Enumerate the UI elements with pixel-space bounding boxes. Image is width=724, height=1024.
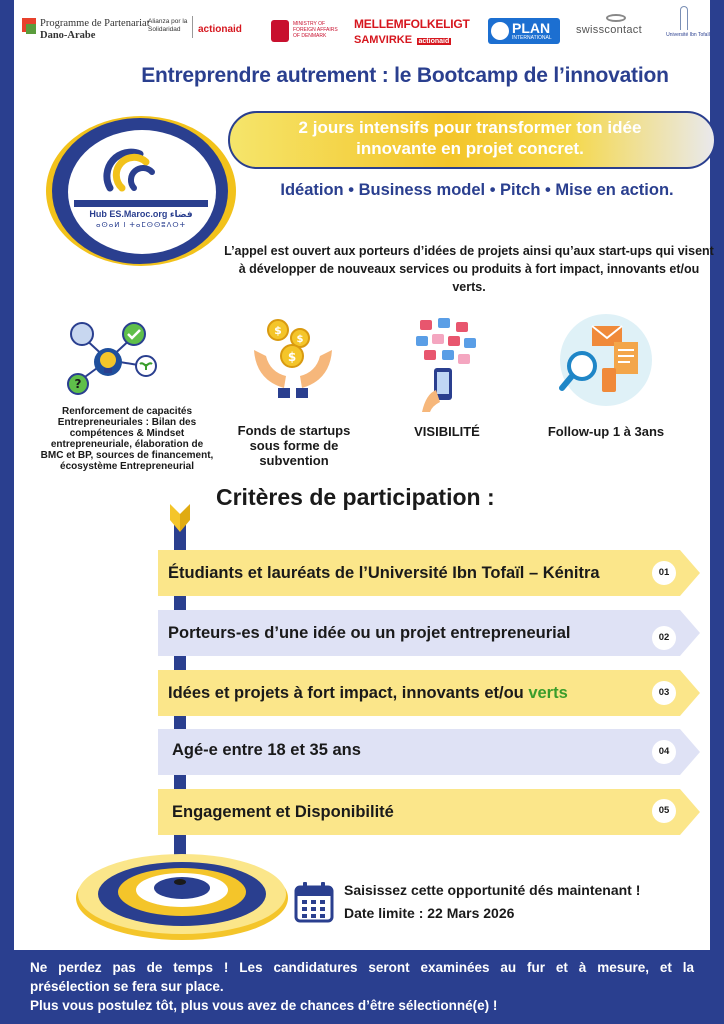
page-title: Entreprendre autrement : le Bootcamp de l’innovation (141, 64, 669, 87)
left-frame-bar (0, 0, 14, 1024)
hub-logo-icon (100, 148, 180, 194)
criteria-number-3: 03 (652, 681, 676, 705)
criteria-number-1: 01 (652, 561, 676, 585)
actionaid-logo: actionaid (198, 24, 242, 35)
subtitle: Idéation • Business model • Pitch • Mise en action. (280, 181, 674, 199)
criteria-text-3 (168, 670, 568, 716)
criteria-text-3-green: verts (528, 684, 568, 702)
feature-label-funds: Fonds de startups sous forme de subvention (237, 423, 351, 468)
mellemfolkeligt-logo (354, 18, 476, 48)
hands-coins-icon (250, 316, 336, 406)
criteria-text-1: Étudiants et lauréats de l’Université Ibn Tofaïl – Kénitra (168, 564, 600, 582)
plan-person-icon (491, 22, 509, 40)
highlight-text (250, 117, 690, 159)
criteria-text-3-main: Idées et projets à fort impact, innovants et/ou (168, 684, 529, 702)
swisscontact-text: swisscontact (576, 24, 642, 36)
emblem-tifinagh: ⴰⵙⴰⵍ ⵏ ⵜⴰⵎⵙⵙⵓⴷⵔⵜ (96, 222, 186, 229)
mellemfolkeligt-line2: SAMVIRKE (354, 34, 413, 46)
highlight-line2: innovante en projet concret. (356, 139, 584, 158)
programme-mark-secondary-icon (26, 24, 36, 34)
svg-text:?: ? (74, 377, 82, 391)
criteria-text-4: Agé-e entre 18 et 35 ans (172, 741, 361, 759)
criteria-number-4: 04 (652, 740, 676, 764)
svg-text:$: $ (287, 350, 297, 364)
emblem-name: Hub ES.Maroc.org فضاء (89, 209, 193, 219)
footer-line3: Plus vous postulez tôt, plus vous avez de chances d’être sélectionné(e) ! (30, 998, 498, 1013)
svg-text:$: $ (296, 334, 304, 345)
feature-label-capacity: Renforcement de capacités Entrepreneuriales : Bilan des compétences & Mindset entrepreneuriale, élaboration de BMC et BP, sources de financement, écosystème Entrepreneurial (40, 406, 214, 472)
criteria-number-5: 05 (652, 799, 676, 823)
criteria-title: Critères de participation : (216, 484, 495, 510)
footer-banner (0, 950, 724, 1024)
logo-separator (192, 16, 193, 38)
feature-label-followup: Follow-up 1 à 3ans (547, 424, 665, 439)
svg-text:$: $ (274, 324, 282, 337)
mellemfolkeligt-line1: MELLEMFOLKELIGT (354, 18, 476, 30)
intro-paragraph: L’appel est ouvert aux porteurs d’idées de projets ainsi qu’aux start-ups qui visent à développer de nouveaux services ou produits à fort impact, innovants et/ou verts. (224, 244, 714, 294)
swisscontact-logo (576, 24, 642, 36)
alianza-logo: Alianza por la Solidaridad (148, 18, 188, 33)
university-ibn-tofail-logo (666, 6, 710, 50)
deadline-call-to-action: Saisissez cette opportunité dés maintenant ! (344, 882, 641, 898)
plan-international-logo (488, 18, 560, 44)
programme-line1: Programme de Partenariat (40, 18, 150, 29)
arrow-feather-icon (168, 502, 192, 536)
ministry-text: MINISTRY OF FOREIGN AFFAIRS OF DENMARK (293, 21, 338, 39)
partner-logos (18, 6, 708, 52)
target-icon (74, 848, 290, 942)
feature-label-visibility: VISIBILITÉ (414, 424, 480, 439)
emblem-bar (74, 200, 208, 207)
university-tower-icon (680, 6, 688, 30)
criteria-number-2: 02 (652, 626, 676, 650)
footer-line2: présélection se fera sur place. (30, 979, 224, 994)
calendar-icon (294, 881, 334, 923)
magnifier-documents-icon (556, 312, 656, 408)
deadline-date: Date limite : 22 Mars 2026 (344, 905, 515, 921)
footer-line1: Ne perdez pas de temps ! Les candidatures seront examinées au fur et à mesure, et la (30, 960, 694, 975)
mellemfolkeligt-actionaid: actionaid (418, 38, 450, 45)
social-phone-icon (412, 316, 482, 412)
swisscontact-ring-icon (606, 14, 626, 22)
criteria-text-2: Porteurs-es d’une idée ou un projet entrepreneurial (168, 624, 571, 642)
plan-subtext: INTERNATIONAL (512, 35, 552, 41)
network-lightbulb-icon (62, 320, 158, 400)
highlight-line1: 2 jours intensifs pour transformer ton idée (298, 118, 642, 137)
programme-line2: Dano-Arabe (40, 30, 96, 41)
criteria-text-5: Engagement et Disponibilité (172, 803, 394, 821)
plan-text: PLAN (512, 20, 551, 36)
crest-icon (271, 20, 289, 42)
university-text: Université Ibn Tofaïl (666, 32, 710, 38)
